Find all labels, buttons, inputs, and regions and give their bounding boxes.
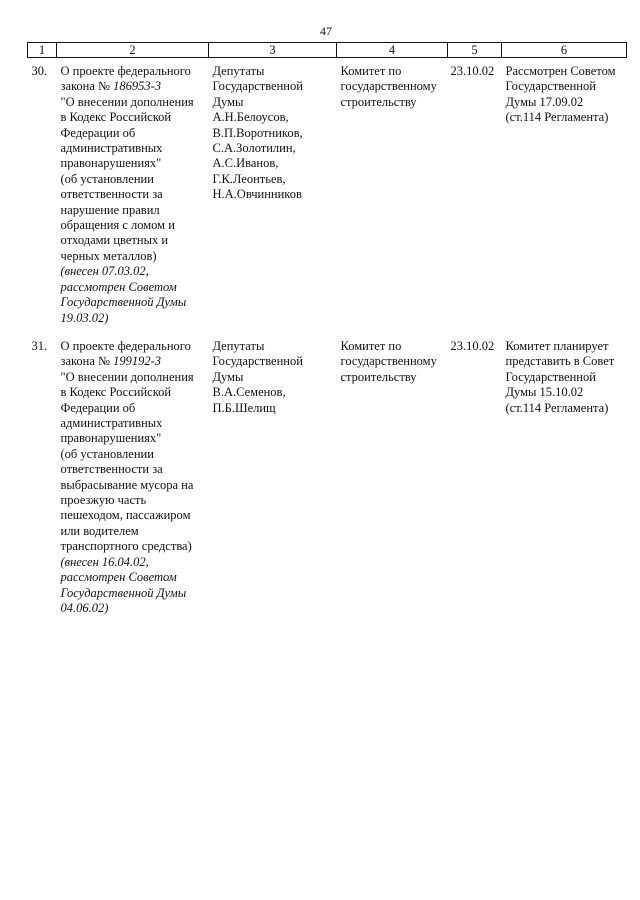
row-number: 31. xyxy=(31,339,48,353)
row-number: 30. xyxy=(31,64,48,78)
authors-cell: Депутаты Государственной Думы А.Н.Белоусов, В.П.Воротников, С.А.Золотилин, А.С.Иванов, Г.К.Леонтьев, Н.А.Овчинников xyxy=(212,64,303,202)
bill-submission-note: (внесен 16.04.02, рассмотрен Советом Государственной Думы 04.06.02) xyxy=(60,554,187,615)
bill-number: 186953-3 xyxy=(113,79,162,94)
bill-submission-note: (внесен 07.03.02, рассмотрен Советом Государственной Думы 19.03.02) xyxy=(60,264,187,325)
date-cell: 23.10.02 xyxy=(450,339,495,353)
bill-title-prefix: О проекте федерального закона № xyxy=(60,64,191,94)
table-row xyxy=(28,339,627,616)
column-header: 2 xyxy=(57,43,209,58)
authors-cell: Депутаты Государственной Думы В.А.Семенов, П.Б.Шелищ xyxy=(212,339,303,415)
table-header-row xyxy=(28,43,627,58)
bill-title-cell xyxy=(57,339,209,616)
bill-title-prefix: О проекте федерального закона № xyxy=(60,339,191,369)
page-number: 47 xyxy=(320,24,332,38)
bill-title-cell xyxy=(57,58,209,340)
column-header: 5 xyxy=(448,43,502,58)
table-row xyxy=(28,58,627,340)
status-cell: Комитет планирует представить в Совет Государственной Думы 15.10.02 (ст.114 Регламента) xyxy=(505,339,615,415)
committee-cell: Комитет по государственному строительству xyxy=(340,339,437,384)
status-cell: Рассмотрен Советом Государственной Думы 17.09.02 (ст.114 Регламента) xyxy=(505,64,616,125)
committee-cell: Комитет по государственному строительству xyxy=(340,64,437,109)
bill-title-text: "О внесении дополнения в Кодекс Российской Федерации об административных правонарушениях" (об установлении ответственности за выбрасывание мусора на проезжую часть пешеходом, пассажиром или водителем транспортного средства) xyxy=(60,369,194,554)
column-header: 4 xyxy=(337,43,448,58)
column-header: 3 xyxy=(209,43,337,58)
date-cell: 23.10.02 xyxy=(450,64,495,78)
bills-table xyxy=(27,42,627,616)
column-header: 1 xyxy=(28,43,57,58)
bill-title-text: "О внесении дополнения в Кодекс Российской Федерации об административных правонарушениях" (об установлении ответственности за нарушение правил обращения с ломом и отходами цветных и черных металлов) xyxy=(60,94,194,263)
column-header: 6 xyxy=(502,43,627,58)
bill-number: 199192-3 xyxy=(113,354,162,369)
